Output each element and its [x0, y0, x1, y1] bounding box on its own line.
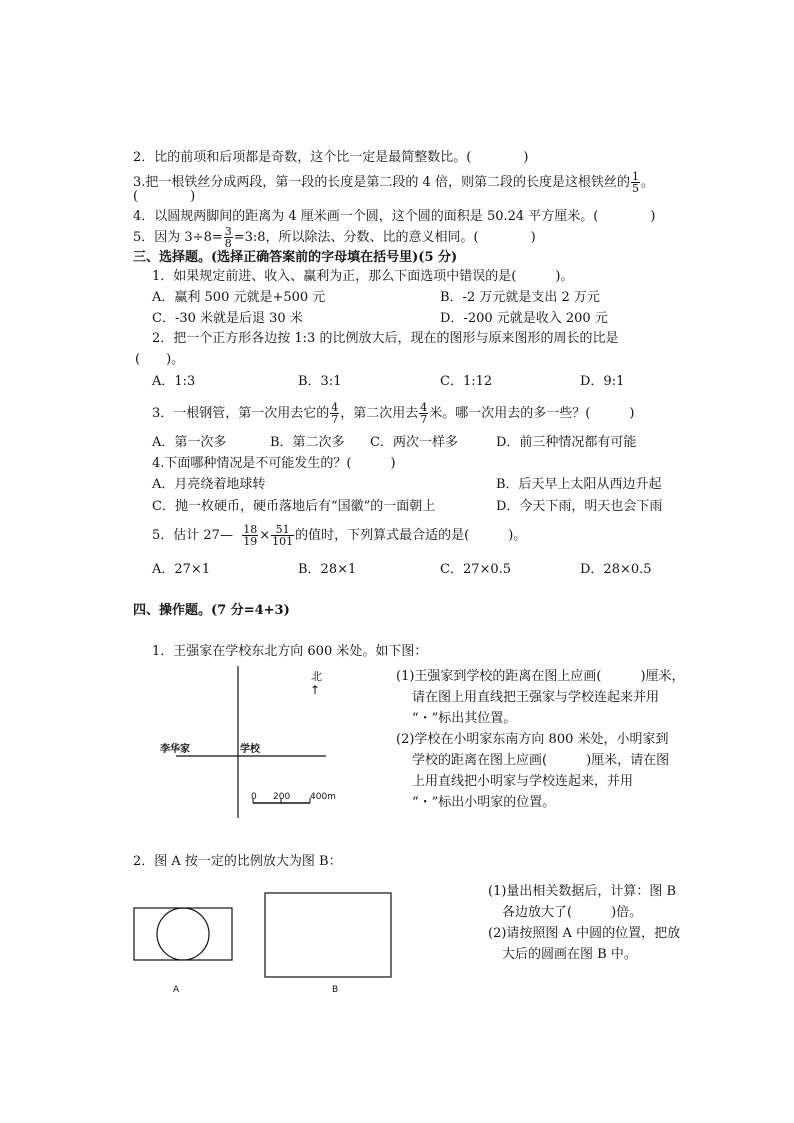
mc-q2-option-a: A．1:3: [152, 374, 196, 389]
scale-label-200: 200: [273, 792, 291, 802]
mc-q3-c: 米。哪一次用去的多一些？( ): [429, 406, 635, 421]
tf-q5-a: 5．因为 3÷8=: [133, 230, 223, 245]
figure-b-label: B: [332, 985, 339, 995]
north-arrow-icon: ↑: [310, 683, 321, 697]
scale-label-0: 0: [251, 792, 257, 802]
frac-den: 7: [420, 413, 428, 426]
fraction-one-fifth: [631, 171, 640, 194]
tf-q2: 2．比的前项和后项都是奇数，这个比一定是最简整数比。( ): [133, 150, 529, 165]
mc-q2-option-b: B．3:1: [298, 374, 342, 389]
school-label: 学校: [240, 744, 260, 755]
tf-q3-blank: ( ): [133, 189, 196, 204]
op-q2-part1-line2: 各边放大了( )倍。: [502, 905, 643, 920]
tf-q4: 4．以圆规两脚间的距离为 4 厘米画一个圆，这个圆的面积是 50.24 平方厘米。( ): [133, 209, 656, 224]
frac-den: 7: [331, 413, 339, 426]
section3-title: 三、选择题。(选择正确答案前的字母填在括号里)(5 分): [133, 250, 458, 265]
frac-num: 18: [243, 523, 258, 536]
times-sign: ×: [259, 528, 271, 543]
figures-a-b: [133, 892, 403, 1002]
mc-q2-line1: 2．把一个正方形各边按 1:3 的比例放大后，现在的图形与原来图形的周长的比是: [152, 331, 619, 346]
tf-q5: [133, 226, 536, 249]
op-q2-part2-line2: 大后的圆画在图 B 中。: [502, 947, 637, 962]
mc-q5: [152, 524, 526, 547]
op-q1-part1-line3: “・”标出其位置。: [412, 711, 517, 726]
mc-q4-option-c: C．抛一枚硬币，硬币落地后有“国徽”的一面朝上: [152, 499, 436, 514]
mc-q5-option-a: A．27×1: [152, 562, 211, 577]
op-q1-part2-line2: 学校的距离在图上应画( )厘米，请在图: [412, 753, 670, 768]
op-q1-part2-line1: (2)学校在小明家东南方向 800 米处，小明家到: [396, 732, 669, 747]
op-q1-part2-line4: “・”标出小明家的位置。: [412, 795, 556, 810]
frac-den: 5: [631, 182, 639, 195]
tf-q3-line1: [133, 171, 654, 194]
tf-q3-text: 3.把一根铁丝分成两段，第一段的长度是第二段的 4 倍，则第二段的长度是这根铁丝的: [133, 175, 630, 190]
fraction-four-sevenths-meter: [419, 402, 428, 425]
figure-b-rect: [265, 893, 391, 977]
op-q1-part1-line1: (1)王强家到学校的距离在图上应画( )厘米，: [396, 669, 685, 684]
mc-q3-option-c: C．两次一样多: [370, 435, 458, 450]
op-q1-part1-line2: 请在图上用直线把王强家与学校连起来并用: [412, 690, 660, 705]
mc-q2-option-d: D．9:1: [580, 374, 625, 389]
frac-den: 101: [272, 535, 294, 548]
op-q2-part1-line1: (1)量出相关数据后，计算：图 B: [488, 884, 677, 899]
mc-q3: [152, 402, 634, 425]
mc-q1-option-b: B．-2 万元就是支出 2 万元: [440, 290, 600, 305]
frac-den: 19: [243, 535, 258, 548]
mc-q4-option-d: D．今天下雨，明天也会下雨: [496, 499, 663, 514]
mc-q1: 1．如果规定前进、收入、赢利为正，那么下面选项中错误的是( )。: [152, 269, 574, 284]
figure-a-label: A: [173, 985, 180, 995]
mc-q5-a: 5．估计 27—: [152, 528, 233, 543]
frac-num: 1: [631, 170, 639, 183]
mc-q3-a: 3．一根钢管，第一次用去它的: [152, 406, 330, 421]
north-label: 北: [311, 670, 322, 683]
mc-q1-option-c: C．-30 米就是后退 30 米: [152, 311, 303, 326]
mc-q5-option-b: B．28×1: [298, 562, 357, 577]
mc-q1-option-d: D．-200 元就是收入 200 元: [440, 311, 608, 326]
mc-q4-option-b: B．后天早上太阳从西边升起: [496, 477, 662, 492]
op-q2: 2．图 A 按一定的比例放大为图 B：: [133, 854, 342, 869]
frac-num: 51: [271, 524, 294, 536]
section4-title: 四、操作题。(7 分=4+3): [133, 603, 290, 618]
fraction-three-eighths: [224, 226, 233, 249]
mc-q5-option-c: C．27×0.5: [440, 562, 512, 577]
tf-q5-b: =3:8，所以除法、分数、比的意义相同。( ): [233, 230, 536, 245]
direction-map: [160, 662, 360, 842]
mc-q5-b: 的值时，下列算式最合适的是( )。: [295, 528, 527, 543]
mc-q5-option-d: D．28×0.5: [580, 562, 652, 577]
frac-num: 4: [420, 401, 428, 414]
mc-q4: 4.下面哪种情况是不可能发生的？( ): [152, 456, 396, 471]
mc-q3-b: ，第二次用去: [340, 406, 419, 421]
scale-label-400m: 400m: [310, 792, 336, 802]
mc-q1-option-a: A．赢利 500 元就是+500 元: [152, 290, 326, 305]
mc-q3-option-a: A．第一次多: [152, 435, 227, 450]
fraction-four-sevenths: [330, 402, 339, 425]
op-q1-part2-line3: 上用直线把小明家与学校连起来，并用: [412, 774, 634, 789]
mc-q3-option-d: D．前三种情况都有可能: [496, 435, 637, 450]
lihua-home-label: 李华家: [160, 744, 190, 755]
mc-q2-line2: ( )。: [135, 352, 185, 367]
frac-num: 4: [331, 401, 339, 414]
tf-q3-end: 。: [640, 175, 654, 190]
figure-a-circle: [157, 908, 209, 960]
fraction-51-101: [271, 524, 294, 547]
mc-q3-option-b: B．第二次多: [270, 435, 345, 450]
op-q2-part2-line1: (2)请按照图 A 中圆的位置，把放: [488, 926, 681, 941]
frac-num: 3: [224, 225, 232, 238]
mc-q4-option-a: A．月亮绕着地球转: [152, 477, 266, 492]
fraction-18-19: [242, 524, 258, 547]
mc-q2-option-c: C．1:12: [440, 374, 493, 389]
figure-a-rect: [134, 908, 232, 960]
op-q1: 1．王强家在学校东北方向 600 米处。如下图：: [152, 644, 428, 659]
frac-den: 8: [224, 237, 232, 250]
